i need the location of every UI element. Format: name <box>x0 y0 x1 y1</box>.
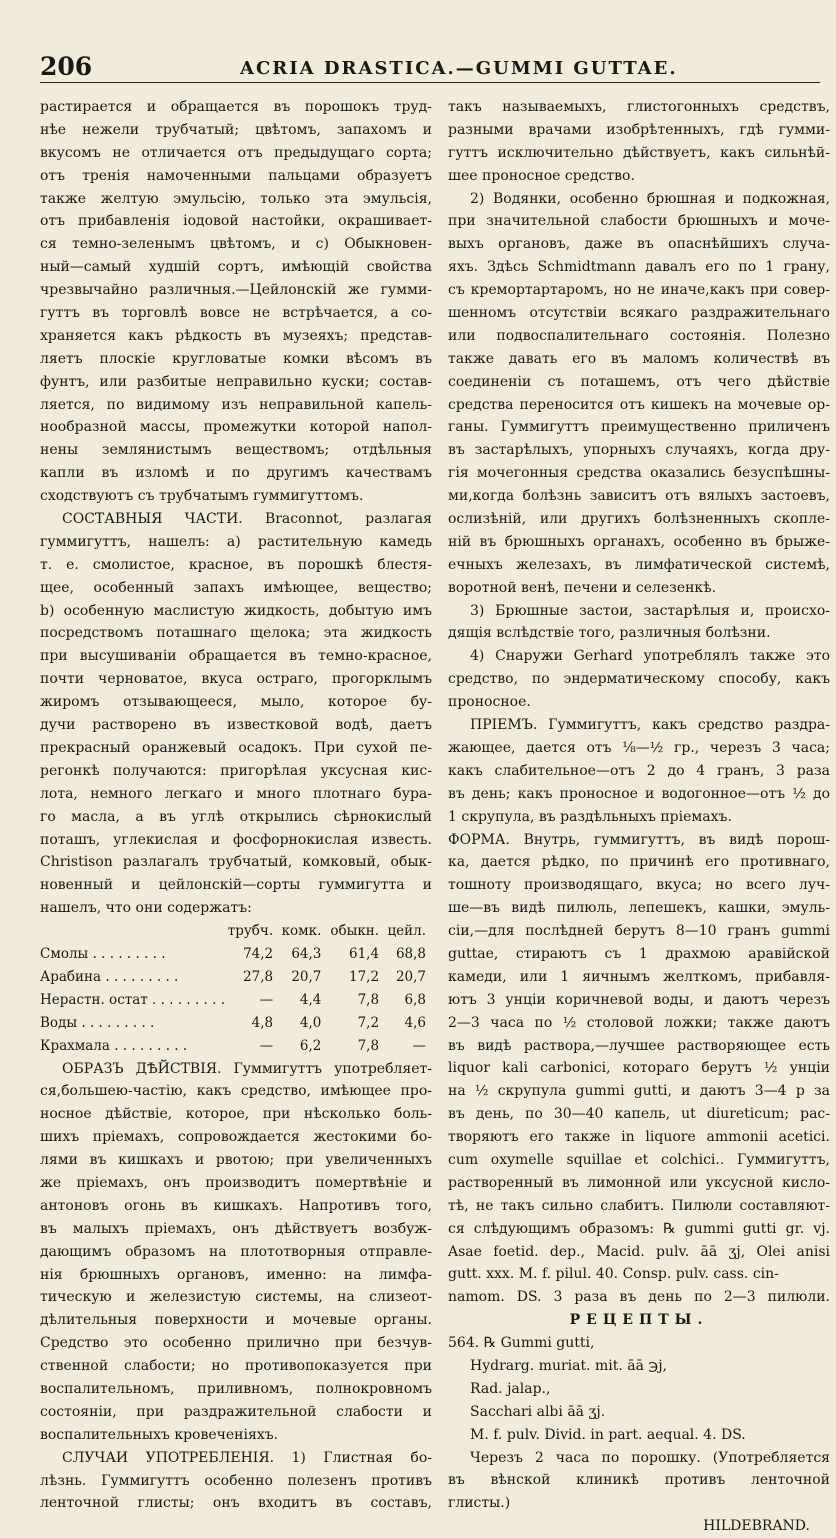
text-line: нія брюшныхъ органовъ, именно: на лимфа- <box>40 1266 432 1283</box>
text-line: растворенный въ лимонной или уксусной кисло- <box>448 1174 830 1191</box>
text-line: СОСТАВНЫЯ ЧАСТИ. Braconnot, разлагая <box>62 511 432 528</box>
text-line: тическую и железистую системы, на слизеот- <box>40 1289 432 1306</box>
text-line: нѣе нежели трубчатый; цвѣтомъ, запахомъ и <box>40 121 432 138</box>
text-line: носное дѣйствіе, которое, при нѣсколько боль- <box>40 1106 432 1123</box>
text-line: нены землянистымъ веществомъ; отдѣльныя <box>40 442 432 459</box>
table-cell: 68,8 <box>395 945 426 962</box>
text-line: го масла, а въ углѣ открылись сѣрнокислый <box>40 808 432 825</box>
text-line: b) особенную маслистую жидкость, добытую имъ <box>40 602 432 619</box>
text-line: guttae, стираютъ съ 1 драхмою аравійской <box>448 945 830 962</box>
text-line: шихъ пріемахъ, сопровождается жестокими бо- <box>40 1129 432 1146</box>
table-cell: — <box>412 1037 426 1054</box>
table-cell: 61,4 <box>348 945 380 962</box>
running-head: ACRIA DRASTICA.—GUMMI GUTTAE. <box>240 58 678 79</box>
text-line: воспалительномъ, приливномъ, полнокровномъ <box>40 1380 432 1397</box>
text-line: въ видѣ раствора,—лучшее растворяющее есть <box>448 1037 830 1054</box>
text-line: сіи,—для послѣдней берутъ 8—10 гранъ gummi <box>448 923 830 940</box>
table-cell: 27,8 <box>243 968 274 985</box>
text-line: дѣлительныя поверхности и мочевые органы. <box>40 1312 432 1329</box>
text-line: растирается и обращается въ порошокъ труд- <box>40 99 432 115</box>
table-cell: 4,8 <box>251 1014 274 1031</box>
text-line: также давать его въ маломъ количествѣ въ <box>448 350 830 367</box>
text-line: шенномъ отсутствіи всякаго раздражительнаго <box>448 305 830 322</box>
text-line: ОБРАЗЪ ДѢЙСТВІЯ. Гуммигуттъ употребляет- <box>62 1060 432 1077</box>
text-line: антоновъ огонь въ кишкахъ. Напротивъ того, <box>40 1197 432 1214</box>
text-line: жающее, дается отъ ⅛—½ гр., черезъ 3 часа; <box>448 739 830 756</box>
right-column <box>448 96 830 1538</box>
table-cell: 6,2 <box>299 1037 322 1054</box>
table-cell: 20,7 <box>395 968 426 985</box>
table-cell: 4,4 <box>299 991 322 1008</box>
table-cell: 6,8 <box>404 991 426 1008</box>
text-line: ляется, по видимому изъ неправильной капель- <box>40 396 432 413</box>
text-line: ственной слабости; но противопоказуется при <box>40 1358 432 1375</box>
text-line: ся,большею-частію, какъ средство, имѣющее про- <box>40 1083 432 1100</box>
text-line: на ½ скрупула gummi gutti, и даютъ 3—4 р за <box>448 1083 830 1100</box>
table-column-header: трубч. <box>227 923 274 940</box>
text-line: въ застарѣлыхъ, упорныхъ случаяхъ, когда дру- <box>448 442 830 459</box>
text-line: разными врачами изобрѣтенныхъ, гдѣ гумми- <box>448 121 830 138</box>
text-line: Hydrarg. muriat. mit. āā ℈j, <box>470 1357 667 1374</box>
table-row <box>40 1012 432 1035</box>
text-line: глисты.) <box>448 1495 511 1512</box>
text-line: ный—самый худшій сортъ, имѣющій свойства <box>40 259 432 276</box>
table-cell: 64,3 <box>291 945 322 962</box>
text-line: ганы. Гуммигуттъ преимущественно приличенъ <box>448 419 830 436</box>
text-line: 2) Водянки, особенно брюшная и подкожная, <box>470 190 830 207</box>
table-cell: Воды . . . . . . . . . <box>40 1014 155 1031</box>
text-line: чрезвычайно различныя.—Цейлонскій же гумми- <box>40 282 432 299</box>
text-line: творяютъ его также in liquore ammonii acetici. <box>448 1129 830 1146</box>
text-line: жиромъ отзывающееся, мыло, которое бу- <box>40 694 432 711</box>
text-line: капли въ изломѣ и по другимъ качествамъ <box>40 465 432 482</box>
text-line: въ день; какъ проносное и водогонное—отъ ½ до <box>448 785 830 802</box>
text-line: M. f. pulv. Divid. in part. aequal. 4. DS. <box>470 1426 746 1443</box>
left-text-block-b <box>40 1058 432 1516</box>
text-line: гуттъ въ торговлѣ вовсе не встрѣчается, а со- <box>40 305 432 322</box>
text-line: нашелъ, что они содержатъ: <box>40 900 252 917</box>
text-line: Черезъ 2 часа по порошку. (Употребляется <box>470 1449 830 1466</box>
text-line: 2—3 часа по ½ столовой ложки; также даютъ <box>448 1014 830 1031</box>
text-line: регонкѣ получаются: пригорѣлая уксусная кис- <box>40 762 432 779</box>
text-line: лями въ кишкахъ и рвотою; при увеличенныхъ <box>40 1152 432 1169</box>
text-line: какъ слабительное—отъ 2 до 4 гранъ, 3 раза <box>448 762 830 779</box>
text-line: гуммигуттъ, нашелъ: а) растительную камедь <box>40 533 432 550</box>
text-line: gutt. xxx. M. f. pilul. 40. Consp. pulv. cass. cin- <box>448 1266 779 1283</box>
text-line: ляетъ плоскіе кругловатые комки вѣсомъ въ <box>40 350 432 367</box>
table-cell: Смолы . . . . . . . . . <box>40 945 166 962</box>
text-line: новенный и цейлонскій—сорты гуммигутта и <box>40 877 432 894</box>
text-line: въ малыхъ пріемахъ, онъ дѣйствуетъ возбуж- <box>40 1220 432 1237</box>
text-line: проносное. <box>448 694 531 711</box>
table-cell: 17,2 <box>348 968 380 985</box>
text-line: дающимъ образомъ на плототворныя отправле- <box>40 1243 432 1260</box>
text-line: ся темно-зеленымъ цвѣтомъ, и с) Обыкновен- <box>40 236 432 253</box>
table-cell: Крахмала . . . . . . . . . <box>40 1037 188 1054</box>
table-column-header: комк. <box>281 923 322 940</box>
page-header <box>40 52 820 83</box>
table-column-header: цейл. <box>387 923 426 940</box>
text-line: фунтъ, или разбитые неправильно куски; состав- <box>40 373 432 390</box>
table-row <box>40 943 432 966</box>
text-line: ше—въ видѣ пилюль, лепешекъ, кашки, эмуль- <box>448 900 830 917</box>
text-line: средства переносится отъ кишекъ на мочевые ор- <box>448 396 830 413</box>
text-line: сходствуютъ съ трубчатымъ гуммигуттомъ. <box>40 488 364 505</box>
text-line: Christison разлагалъ трубчатый, комковый, обык- <box>40 854 432 871</box>
text-line: выхъ органовъ, даже въ опаснѣйшихъ случа- <box>448 236 830 253</box>
text-line: лота, немного легкаго и много плотнаго бура- <box>40 785 432 802</box>
table-row <box>40 1035 432 1058</box>
page-number: 206 <box>40 52 93 81</box>
text-line: ФОРМА. Внутрь, гуммигуттъ, въ видѣ порош- <box>448 831 830 848</box>
text-line: прекрасный оранжевый осадокъ. При сухой пе- <box>40 739 432 756</box>
text-line: дящія вслѣдствіе того, различныя болѣзни. <box>448 625 771 642</box>
table-cell: 7,8 <box>357 991 380 1008</box>
text-line: соединеніи съ поташемъ, отъ чего дѣйствіе <box>448 373 830 390</box>
text-line: ній въ брюшныхъ органахъ, особенно въ брыже- <box>448 533 830 550</box>
right-text-block <box>448 96 830 1309</box>
table-cell: 7,2 <box>357 1014 380 1031</box>
table-header-row <box>40 920 432 943</box>
table-cell: 4,0 <box>299 1014 322 1031</box>
text-line: дучи растворено въ известковой водѣ, даетъ <box>40 717 432 734</box>
text-line: лѣзнь. Гуммигуттъ особенно полезенъ противъ <box>40 1472 432 1489</box>
text-line: Средство это особенно прилично при безчув- <box>40 1335 432 1352</box>
table-cell: Арабина . . . . . . . . . <box>40 968 179 985</box>
table-cell: 4,6 <box>404 1014 426 1031</box>
text-line: же пріемахъ, онъ производитъ помертвѣніе и <box>40 1174 432 1191</box>
text-line: Rad. jalap., <box>470 1380 551 1397</box>
text-line: namom. DS. 3 раза въ день по 2—3 пилюли. <box>448 1289 830 1306</box>
text-line: ка, дается рѣдко, по причинѣ его противнаго, <box>448 854 830 871</box>
text-line: тошноту производящаго, вкуса; но всего луч- <box>448 877 830 894</box>
text-line: также желтую эмульсію, только эта эмульсія, <box>40 190 432 207</box>
text-line: ютъ 3 унціи коричневой воды, и даютъ черезъ <box>448 991 830 1008</box>
text-line: въ вѣнской клиникѣ противъ ленточной <box>448 1472 830 1489</box>
recipe-block <box>448 1332 830 1515</box>
text-line: воротной венѣ, печени и селезенкѣ. <box>448 579 717 596</box>
table-cell: Нерастн. остат . . . . . . . . . <box>40 991 225 1008</box>
table-column-header: обыкн. <box>330 923 380 940</box>
text-line: ми,когда болѣзнь зависитъ отъ вялыхъ застоевъ, <box>448 488 830 505</box>
text-line: при значительной слабости брюшныхъ и моче- <box>448 213 830 230</box>
text-line: яхъ. Здѣсь Schmidtmann давалъ его по 1 грану, <box>448 259 830 276</box>
table-cell: 20,7 <box>291 968 322 985</box>
text-line: въ день, по 30—40 капель, ut diureticum; рас- <box>448 1106 830 1123</box>
text-line: ослизѣній, или другихъ болѣзненныхъ скопле- <box>448 511 830 528</box>
table-row <box>40 966 432 989</box>
table-cell: — <box>259 1037 274 1054</box>
left-column <box>40 96 432 1515</box>
left-text-block-a <box>40 96 432 920</box>
text-line: cum oxymelle squillae et colchici.. Гуммигуттъ, <box>448 1151 830 1168</box>
text-line: СЛУЧАИ УПОТРЕБЛЕНІЯ. 1) Глистная бо- <box>62 1449 432 1466</box>
table-cell: 7,8 <box>357 1037 380 1054</box>
text-line: ленточной глисты; онъ входитъ въ составъ, <box>40 1495 432 1512</box>
text-line: 564. ℞ Gummi gutti, <box>448 1335 595 1352</box>
recipe-author: HILDEBRAND. <box>703 1518 810 1535</box>
composition-table <box>40 920 432 1057</box>
text-line: 1 скрупула, въ раздѣльныхъ пріемахъ. <box>448 808 732 825</box>
text-line: нообразной массы, промежутки которой напол- <box>40 419 432 436</box>
text-line: шее проносное средство. <box>448 167 635 184</box>
text-line: liquor kali carbonici, котораго берутъ ½ унціи <box>448 1060 830 1077</box>
text-line: т. е. смолистое, красное, въ порошкѣ блестя- <box>40 556 432 573</box>
table-cell: — <box>259 991 274 1008</box>
text-line: вкусомъ не отличается отъ предыдущаго сорта; <box>40 144 432 161</box>
text-line: средство, по эндерматическому способу, какъ <box>448 671 830 688</box>
text-line: тѣ, не такъ сильно слабитъ. Пилюли составляют- <box>448 1197 830 1214</box>
recipes-heading: РЕЦЕПТЫ. <box>569 1312 709 1329</box>
text-line: камеди, или 1 яичнымъ желткомъ, прибавля- <box>448 968 830 985</box>
text-line: почти черноватое, вкуса остраго, прогорклымъ <box>40 671 432 688</box>
text-line: состояніи, при раздражительной слабости и <box>40 1403 432 1420</box>
text-line: гія мочегонныя средства оказались безуспѣшны- <box>448 465 830 482</box>
text-line: ечныхъ железахъ, въ лимфатической системѣ, <box>448 556 830 573</box>
text-line: воспалительныхъ кровеченіяхъ. <box>40 1426 279 1443</box>
text-line: съ кремортартаромъ, но не иначе,какъ при совер- <box>448 282 830 299</box>
text-line: ПРІЕМЪ. Гуммигуттъ, какъ средство раздра- <box>470 717 830 734</box>
table-corner <box>40 920 225 943</box>
text-line: Asae foetid. dep., Macid. pulv. āā ʒj, Olei anisi <box>448 1243 830 1260</box>
text-line: отъ тренія намоченными пальцами образуетъ <box>40 167 432 184</box>
text-line: щее, особенный запахъ имѣющее, вещество; <box>40 579 432 596</box>
text-line: или подвоспалительнаго состоянія. Полезно <box>448 327 830 344</box>
table-row <box>40 989 432 1012</box>
text-line: Sacchari albi āā ʒj. <box>470 1403 606 1420</box>
text-line: при высушиваніи обращается въ темно-красное, <box>40 648 432 665</box>
text-line: отъ прибавленія іодовой настойки, окрашивает- <box>40 213 432 230</box>
text-line: такъ называемыхъ, глистогонныхъ средствъ, <box>448 99 830 115</box>
text-line: ся слѣдующимъ образомъ: ℞ gummi gutti gr. vj. <box>448 1220 830 1237</box>
text-line: 3) Брюшные застои, застарѣлыя и, происхо- <box>470 602 830 619</box>
text-line: гуттъ исключительно дѣйствуетъ, какъ сильнѣй- <box>448 144 830 161</box>
text-line: храняется какъ рѣдкость въ музеяхъ; представ- <box>40 327 432 344</box>
text-line: поташъ, углекислая и фосфорнокислая известь. <box>40 831 432 848</box>
text-line: 4) Снаружи Gerhard употреблялъ также это <box>470 648 830 665</box>
text-line: посредствомъ поташнаго щелока; эта жидкость <box>40 625 432 642</box>
table-cell: 74,2 <box>243 945 274 962</box>
